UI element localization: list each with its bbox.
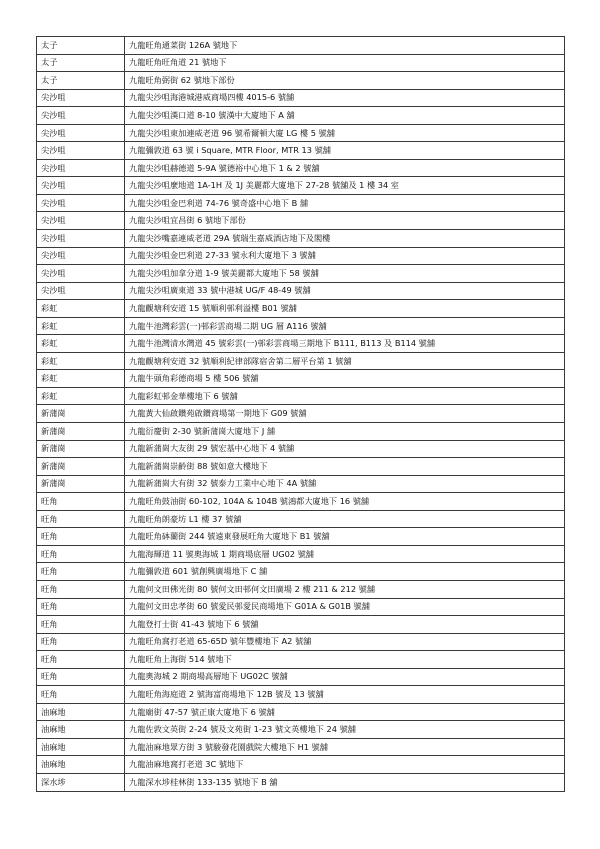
district-cell: 彩虹 <box>37 387 125 405</box>
table-row <box>37 265 565 283</box>
district-cell: 旺角 <box>37 668 125 686</box>
district-cell: 尖沙咀 <box>37 265 125 283</box>
table-row <box>37 405 565 423</box>
table-row <box>37 651 565 669</box>
address-cell: 九龍尖沙嘴嘉連威老道 29A 號瑞生嘉威酒店地下及閣樓 <box>125 230 565 248</box>
address-cell: 九龍尖沙咀宜昌街 6 號地下部份 <box>125 212 565 230</box>
district-cell: 尖沙咀 <box>37 89 125 107</box>
table-row <box>37 370 565 388</box>
table-row <box>37 686 565 704</box>
district-cell: 旺角 <box>37 616 125 634</box>
district-cell: 彩虹 <box>37 317 125 335</box>
address-cell: 九龍觀塘利安道 32 號順利紀律部隊宿舍第二層平台第 1 號舖 <box>125 352 565 370</box>
address-cell: 九龍旺角鼓油街 60-102, 104A & 104B 號鴻都大廈地下 16 號舖 <box>125 493 565 511</box>
address-cell: 九龍旺角窩打老道 65-65D 號年豐樓地下 A2 號舖 <box>125 633 565 651</box>
table-row <box>37 300 565 318</box>
district-cell: 太子 <box>37 37 125 55</box>
table-row <box>37 282 565 300</box>
table-row <box>37 212 565 230</box>
address-cell: 九龍彩虹邨金華樓地下 6 號舖 <box>125 387 565 405</box>
district-cell: 旺角 <box>37 633 125 651</box>
district-cell: 彩虹 <box>37 352 125 370</box>
district-cell: 油麻地 <box>37 756 125 774</box>
address-cell: 九龍油麻地窩打老道 3C 號地下 <box>125 756 565 774</box>
address-cell: 九龍旺角弼街 62 號地下部份 <box>125 72 565 90</box>
address-cell: 九龍牛池灣清水灣道 45 號彩雲(一)邨彩雲商場三期地下 B111, B113 及 B114 號舖 <box>125 335 565 353</box>
address-cell: 九龍登打士街 41-43 號地下 6 號舖 <box>125 616 565 634</box>
district-cell: 旺角 <box>37 651 125 669</box>
address-cell: 九龍尖沙咀加拿分道 1-9 號美麗都大廈地下 58 號舖 <box>125 265 565 283</box>
district-cell: 彩虹 <box>37 370 125 388</box>
district-cell: 新蒲崗 <box>37 405 125 423</box>
district-cell: 旺角 <box>37 528 125 546</box>
table-row <box>37 142 565 160</box>
table-row <box>37 721 565 739</box>
district-cell: 太子 <box>37 72 125 90</box>
district-cell: 尖沙咀 <box>37 282 125 300</box>
address-cell: 九龍何文田佛光街 80 號何文田邨何文田廣場 2 樓 211 & 212 號舖 <box>125 580 565 598</box>
table-row <box>37 159 565 177</box>
address-cell: 九龍新蒲崗大友街 29 號宏基中心地下 4 號舖 <box>125 440 565 458</box>
table-row <box>37 458 565 476</box>
address-cell: 九龍彌敦道 63 號 i Square, MTR Floor, MTR 13 號舖 <box>125 142 565 160</box>
district-cell: 旺角 <box>37 580 125 598</box>
table-row <box>37 230 565 248</box>
table-row <box>37 580 565 598</box>
address-cell: 九龍尖沙咀麼地道 1A-1H 及 1J 美麗都大廈地下 27-28 號舖及 1 樓 34 室 <box>125 177 565 195</box>
address-cell: 九龍尖沙咀金巴利道 27-33 號永利大廈地下 3 號舖 <box>125 247 565 265</box>
address-cell: 九龍彌敦道 601 號創興廣場地下 C 舖 <box>125 563 565 581</box>
table-row <box>37 72 565 90</box>
district-cell: 油麻地 <box>37 703 125 721</box>
address-cell: 九龍奧海城 2 期商場高層地下 UG02C 號舖 <box>125 668 565 686</box>
address-cell: 九龍油麻地眾方街 3 號駿發花園戲院大樓地下 H1 號舖 <box>125 738 565 756</box>
table-row <box>37 37 565 55</box>
table-row <box>37 317 565 335</box>
district-cell: 尖沙咀 <box>37 107 125 125</box>
district-cell: 旺角 <box>37 598 125 616</box>
district-cell: 尖沙咀 <box>37 212 125 230</box>
district-cell: 旺角 <box>37 510 125 528</box>
table-row <box>37 598 565 616</box>
table-row <box>37 54 565 72</box>
address-cell: 九龍尖沙咀海港城港威商場四樓 4015-6 號舖 <box>125 89 565 107</box>
district-cell: 旺角 <box>37 686 125 704</box>
address-cell: 九龍尖沙咀東加連威老道 96 號希爾頓大廈 LG 樓 5 號舖 <box>125 124 565 142</box>
address-cell: 九龍旺角旺角道 21 號地下 <box>125 54 565 72</box>
table-row <box>37 633 565 651</box>
district-cell: 尖沙咀 <box>37 124 125 142</box>
district-cell: 尖沙咀 <box>37 142 125 160</box>
address-cell: 九龍尖沙咀廣東道 33 號中港城 UG/F 48-49 號舖 <box>125 282 565 300</box>
address-cell: 九龍旺角砵蘭街 244 號遠東發展旺角大廈地下 B1 號舖 <box>125 528 565 546</box>
table-row <box>37 247 565 265</box>
district-cell: 尖沙咀 <box>37 194 125 212</box>
table-row <box>37 668 565 686</box>
table-row <box>37 194 565 212</box>
table-row <box>37 423 565 441</box>
table-row <box>37 703 565 721</box>
address-cell: 九龍尖沙咀赫德道 5-9A 號德裕中心地下 1 & 2 號舖 <box>125 159 565 177</box>
address-cell: 九龍旺角上海街 514 號地下 <box>125 651 565 669</box>
address-cell: 九龍牛池灣彩雲(一)邨彩雲商場二期 UG 層 A116 號舖 <box>125 317 565 335</box>
address-cell: 九龍廟街 47-57 號正康大廈地下 6 號舖 <box>125 703 565 721</box>
district-cell: 旺角 <box>37 493 125 511</box>
address-cell: 九龍尖沙咀金巴利道 74-76 號奇盛中心地下 B 舖 <box>125 194 565 212</box>
district-cell: 旺角 <box>37 563 125 581</box>
district-cell: 新蒲崗 <box>37 475 125 493</box>
address-cell: 九龍深水埗桂林街 133-135 號地下 B 舖 <box>125 773 565 791</box>
district-cell: 尖沙咀 <box>37 159 125 177</box>
district-cell: 尖沙咀 <box>37 177 125 195</box>
table-row <box>37 352 565 370</box>
district-cell: 深水埗 <box>37 773 125 791</box>
table-row <box>37 493 565 511</box>
table-row <box>37 510 565 528</box>
table-row <box>37 616 565 634</box>
address-cell: 九龍旺角海庭道 2 號海富商場地下 12B 號及 13 號舖 <box>125 686 565 704</box>
district-cell: 尖沙咀 <box>37 247 125 265</box>
district-cell: 彩虹 <box>37 335 125 353</box>
district-cell: 新蒲崗 <box>37 423 125 441</box>
district-cell: 彩虹 <box>37 300 125 318</box>
table-row <box>37 545 565 563</box>
district-cell: 旺角 <box>37 545 125 563</box>
address-cell: 九龍尖沙咀漢口道 8-10 號漢中大廈地下 A 舖 <box>125 107 565 125</box>
address-table <box>36 36 565 792</box>
table-row <box>37 475 565 493</box>
district-cell: 新蒲崗 <box>37 458 125 476</box>
table-row <box>37 89 565 107</box>
address-cell: 九龍新蒲崗崇齡街 88 號如意大樓地下 <box>125 458 565 476</box>
address-cell: 九龍牛頭角彩德商場 5 樓 506 號舖 <box>125 370 565 388</box>
table-row <box>37 563 565 581</box>
address-cell: 九龍旺角朗豪坊 L1 樓 37 號舖 <box>125 510 565 528</box>
table-row <box>37 738 565 756</box>
district-cell: 油麻地 <box>37 721 125 739</box>
address-cell: 九龍佐敦文英街 2-24 號及文苑街 1-23 號文英樓地下 24 號舖 <box>125 721 565 739</box>
district-cell: 尖沙咀 <box>37 230 125 248</box>
address-cell: 九龍旺角通菜街 126A 號地下 <box>125 37 565 55</box>
address-cell: 九龍何文田忠孝街 60 號愛民邨愛民商場地下 G01A & G01B 號舖 <box>125 598 565 616</box>
address-cell: 九龍衍慶街 2-30 號新蒲崗大廈地下 J 舖 <box>125 423 565 441</box>
district-cell: 太子 <box>37 54 125 72</box>
table-row <box>37 335 565 353</box>
table-row <box>37 528 565 546</box>
address-cell: 九龍觀塘利安道 15 號順利邨利溢樓 B01 號舖 <box>125 300 565 318</box>
address-cell: 九龍海輝道 11 號奧海城 1 期商場底層 UG02 號舖 <box>125 545 565 563</box>
address-table-body <box>37 37 565 792</box>
table-row <box>37 177 565 195</box>
address-cell: 九龍新蒲崗大有街 32 號泰力工業中心地下 4A 號舖 <box>125 475 565 493</box>
district-cell: 新蒲崗 <box>37 440 125 458</box>
table-row <box>37 107 565 125</box>
district-cell: 油麻地 <box>37 738 125 756</box>
table-row <box>37 124 565 142</box>
address-cell: 九龍黃大仙啟鑽苑啟鑽商場第一期地下 G09 號舖 <box>125 405 565 423</box>
table-row <box>37 773 565 791</box>
table-row <box>37 387 565 405</box>
table-row <box>37 440 565 458</box>
table-row <box>37 756 565 774</box>
